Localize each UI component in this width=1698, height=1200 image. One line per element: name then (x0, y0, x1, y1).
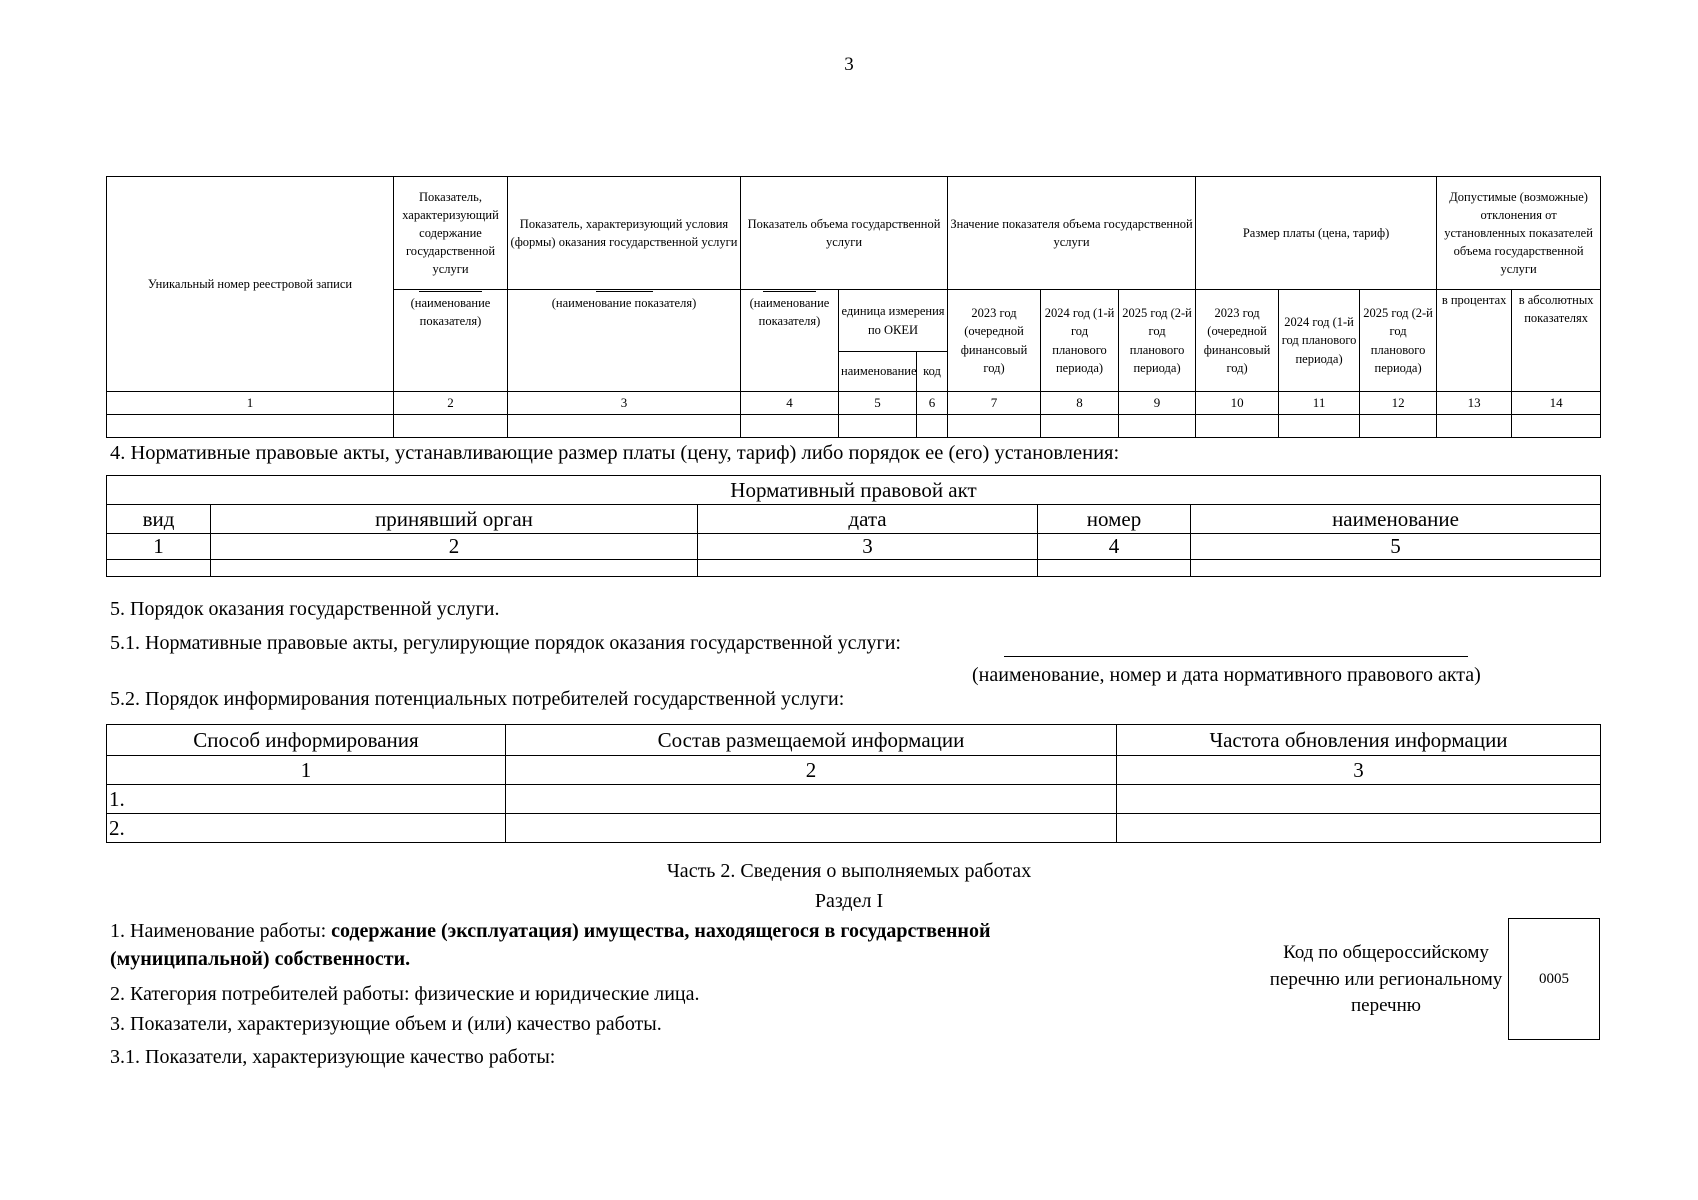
deviation-percent: в процентах (1437, 290, 1512, 392)
header-name: наименование (1191, 505, 1601, 534)
section-5-2-title: 5.2. Порядок информирования потенциальных потребителей государственной услуги: (110, 688, 845, 710)
informing-table (106, 724, 1601, 843)
col-num: 4 (1038, 534, 1191, 560)
work-name: 1. Наименование работы: содержание (эксплуатация) имущества, находящегося в государственной (110, 920, 991, 942)
header-content: Состав размещаемой информации (506, 725, 1117, 756)
deviation-absolute: в абсолютных показателях (1512, 290, 1601, 392)
col-num: 2 (211, 534, 698, 560)
col-num: 14 (1512, 392, 1601, 415)
table-row (107, 785, 1601, 814)
header-volume-value: Значение показателя объема государственной услуги (948, 177, 1196, 290)
service-volume-table (106, 176, 1601, 438)
fee-2025: 2025 год (2-й год планового периода) (1360, 290, 1437, 392)
header-authority: принявший орган (211, 505, 698, 534)
value-2024: 2024 год (1-й год планового периода) (1041, 290, 1119, 392)
section-5-title: 5. Порядок оказания государственной услуги. (110, 598, 500, 620)
subheader-conditions-name: (наименование показателя) (508, 290, 741, 392)
subheader-unit-okei: единица измерения по ОКЕИ (839, 290, 948, 352)
subheader-unit-name: наименование (839, 352, 917, 392)
col-num: 7 (948, 392, 1041, 415)
code-value: 0005 (1539, 970, 1569, 987)
fee-2024: 2024 год (1-й год планового периода) (1279, 290, 1360, 392)
fee-2023: 2023 год (очередной финансовый год) (1196, 290, 1279, 392)
section-4-title: 4. Нормативные правовые акты, устанавливающие размер платы (цену, тариф) либо порядок ее (его) установления: (110, 442, 1120, 464)
col-num: 5 (839, 392, 917, 415)
col-num: 1 (107, 534, 211, 560)
col-num: 11 (1279, 392, 1360, 415)
col-num: 2 (394, 392, 508, 415)
col-num: 3 (1117, 756, 1601, 785)
header-number: номер (1038, 505, 1191, 534)
table-row (107, 814, 1601, 843)
value-2023: 2023 год (очередной финансовый год) (948, 290, 1041, 392)
row-label: 2. (107, 814, 506, 843)
header-date: дата (698, 505, 1038, 534)
col-num: 5 (1191, 534, 1601, 560)
row-label: 1. (107, 785, 506, 814)
indicators-title: 3. Показатели, характеризующие объем и (или) качество работы. (110, 1013, 662, 1035)
header-volume-indicator: Показатель объема государственной услуги (741, 177, 948, 290)
section-5-1-note: (наименование, номер и дата нормативного правового акта) (972, 664, 1481, 686)
col-num: 3 (698, 534, 1038, 560)
value-2025: 2025 год (2-й год планового периода) (1119, 290, 1196, 392)
header-content-indicator: Показатель, характеризующий содержание государственной услуги (394, 177, 508, 290)
header-conditions-indicator: Показатель, характеризующий условия (формы) оказания государственной услуги (508, 177, 741, 290)
consumer-category: 2. Категория потребителей работы: физические и юридические лица. (110, 983, 700, 1005)
header-type: вид (107, 505, 211, 534)
work-name-cont: (муниципальной) собственности. (110, 948, 411, 970)
col-num: 9 (1119, 392, 1196, 415)
code-label: Код по общероссийскому перечню или региональному перечню (1269, 942, 1503, 1017)
subheader-volume-name: (наименование показателя) (741, 290, 839, 392)
col-num: 3 (508, 392, 741, 415)
subheader-unit-code: код (917, 352, 948, 392)
col-num: 6 (917, 392, 948, 415)
page-number: 3 (844, 54, 854, 75)
section-heading: Раздел I (814, 890, 884, 912)
col-num: 1 (107, 756, 506, 785)
fee-acts-table (106, 475, 1601, 577)
col-num: 13 (1437, 392, 1512, 415)
header-method: Способ информирования (107, 725, 506, 756)
section-5-1-title: 5.1. Нормативные правовые акты, регулирующие порядок оказания государственной услуги: (110, 632, 901, 654)
col-num: 12 (1360, 392, 1437, 415)
subheader-content-name: (наименование показателя) (394, 290, 508, 392)
col-num: 1 (107, 392, 394, 415)
col-num: 8 (1041, 392, 1119, 415)
header-fee: Размер платы (цена, тариф) (1196, 177, 1437, 290)
code-box (1508, 918, 1600, 1040)
part-2-title: Часть 2. Сведения о выполняемых работах (666, 860, 1032, 882)
header-deviation: Допустимые (возможные) отклонения от установленных показателей объема государственной услуги (1437, 177, 1601, 290)
header-frequency: Частота обновления информации (1117, 725, 1601, 756)
header-registry-number: Уникальный номер реестровой записи (107, 177, 394, 392)
col-num: 4 (741, 392, 839, 415)
blank-line (1004, 656, 1468, 657)
header-normative-act: Нормативный правовой акт (107, 476, 1601, 505)
col-num: 2 (506, 756, 1117, 785)
table-row (107, 415, 1601, 438)
quality-indicators-title: 3.1. Показатели, характеризующие качество работы: (110, 1046, 556, 1068)
col-num: 10 (1196, 392, 1279, 415)
table-row (107, 560, 1601, 577)
